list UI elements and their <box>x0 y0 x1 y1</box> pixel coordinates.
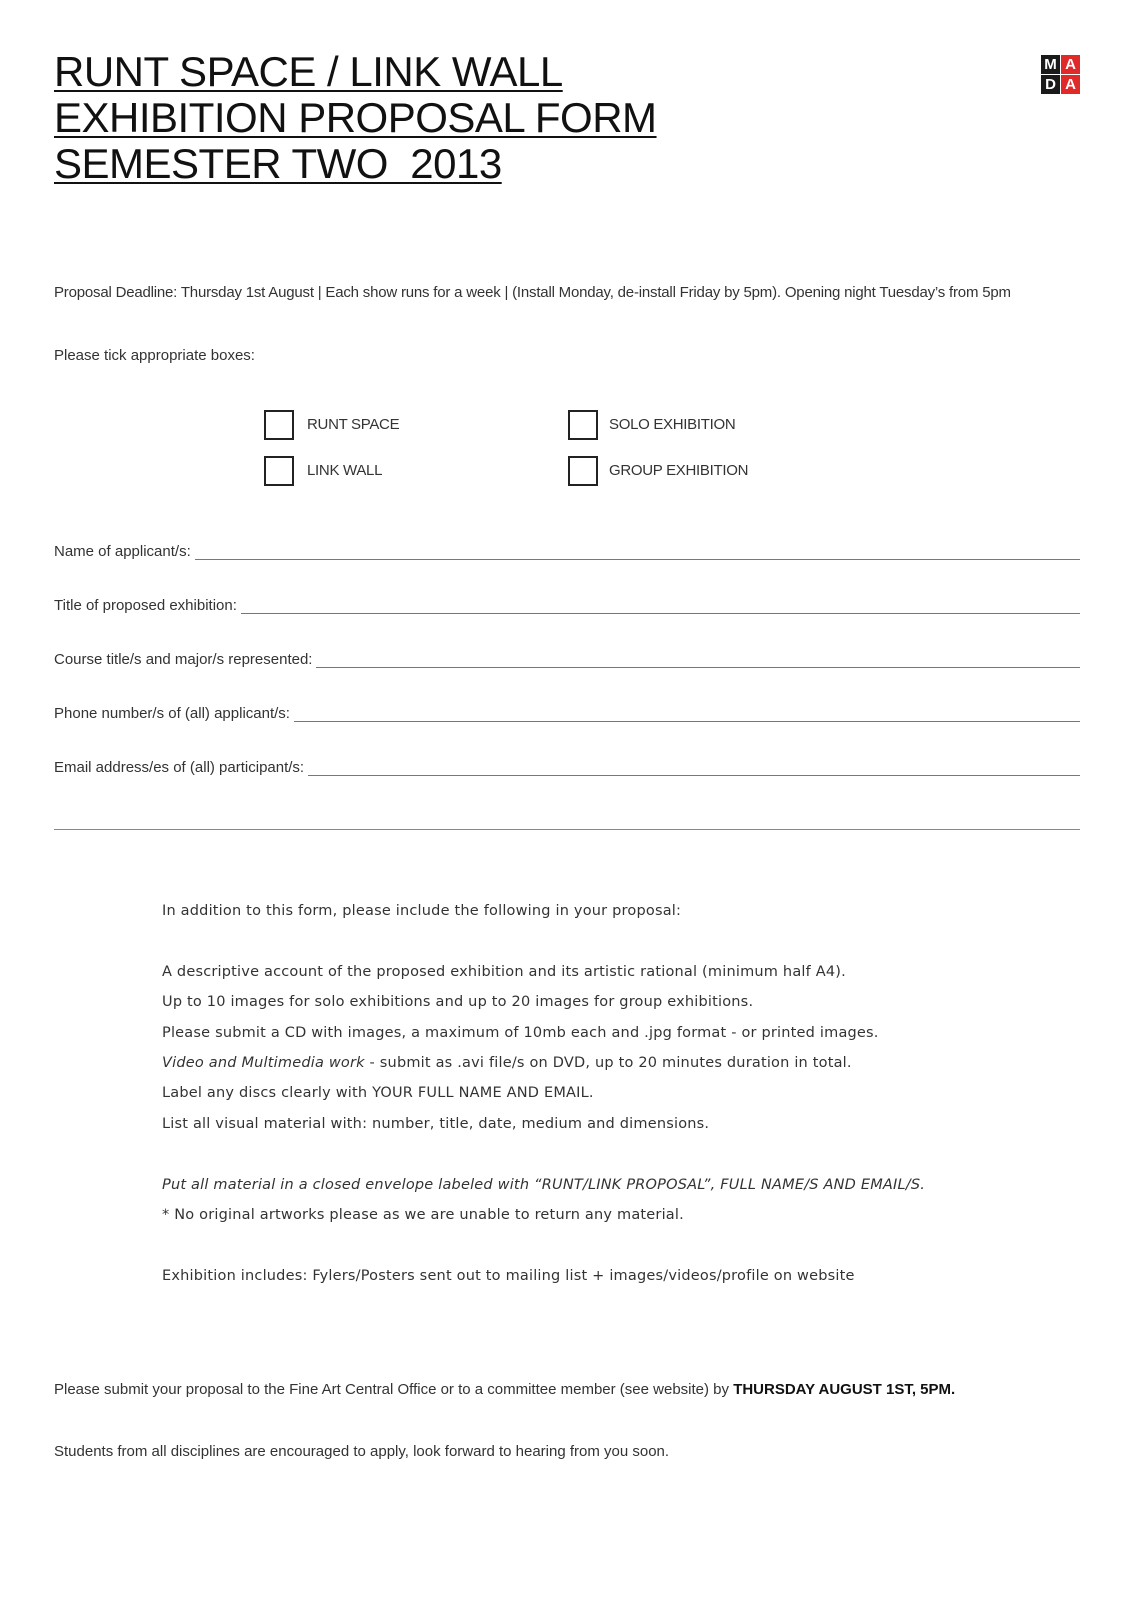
requirement-item-label-discs: Label any discs clearly with YOUR FULL NAME AND EMAIL. <box>162 1085 594 1101</box>
envelope-note: Put all material in a closed envelope labeled with “RUNT/LINK PROPOSAL”, FULL NAME/S AND EMAIL/S. <box>162 1177 926 1193</box>
applicant-name-line[interactable] <box>195 545 1080 560</box>
exhibition-includes-note: Exhibition includes: Fylers/Posters sent out to mailing list + images/videos/profile on website <box>162 1268 855 1284</box>
title-line-1: RUNT SPACE / LINK WALL <box>54 48 563 95</box>
tick-instruction: Please tick appropriate boxes: <box>54 347 255 364</box>
group-exhibition-checkbox[interactable] <box>568 456 598 486</box>
submission-text: Please submit your proposal to the Fine Art Central Office or to a committee member (see website) by <box>54 1381 734 1398</box>
applicant-name-field[interactable] <box>54 543 1080 561</box>
applicant-name-label: Name of applicant/s: <box>54 543 191 560</box>
logo-letter-3: D <box>1041 75 1060 94</box>
phone-numbers-label: Phone number/s of (all) applicant/s: <box>54 705 290 722</box>
submission-deadline: THURSDAY AUGUST 1ST, 5PM. <box>733 1381 956 1398</box>
logo-letter-4: A <box>1061 75 1080 94</box>
requirement-item-1: A descriptive account of the proposed exhibition and its artistic rational (minimum half A4). <box>162 964 846 980</box>
course-titles-label: Course title/s and major/s represented: <box>54 651 313 668</box>
deadline-info: Proposal Deadline: Thursday 1st August | Each show runs for a week | (Install Monday, de-install Friday by 5pm). Opening night Tuesday’s from 5pm <box>54 284 1011 301</box>
submission-instructions <box>54 1381 955 1398</box>
runt-space-checkbox[interactable] <box>264 410 294 440</box>
requirement-item-2: Up to 10 images for solo exhibitions and up to 20 images for group exhibitions. <box>162 994 754 1010</box>
no-originals-note: * No original artworks please as we are unable to return any material. <box>162 1207 684 1223</box>
runt-space-label: RUNT SPACE <box>307 416 400 433</box>
email-addresses-label: Email address/es of (all) participant/s: <box>54 759 305 776</box>
extra-entry-line[interactable] <box>54 829 1080 830</box>
phone-numbers-line[interactable] <box>294 707 1080 722</box>
email-addresses-line[interactable] <box>308 761 1080 776</box>
mada-logo <box>1041 55 1081 94</box>
email-addresses-field[interactable] <box>54 759 1080 777</box>
link-wall-checkbox[interactable] <box>264 456 294 486</box>
phone-numbers-field[interactable] <box>54 705 1080 723</box>
requirement-item-video <box>162 1055 852 1071</box>
video-multimedia-text: - submit as .avi file/s on DVD, up to 20 minutes duration in total. <box>364 1055 852 1071</box>
requirement-item-3: Please submit a CD with images, a maximum of 10mb each and .jpg format - or printed images. <box>162 1025 879 1041</box>
course-titles-line[interactable] <box>316 653 1080 668</box>
requirement-item-list-material: List all visual material with: number, title, date, medium and dimensions. <box>162 1116 710 1132</box>
exhibition-title-line[interactable] <box>241 599 1080 614</box>
exhibition-title-label: Title of proposed exhibition: <box>54 597 237 614</box>
logo-letter-2: A <box>1061 55 1080 74</box>
title-line-2: EXHIBITION PROPOSAL FORM <box>54 94 657 141</box>
requirements-intro: In addition to this form, please include the following in your proposal: <box>162 903 682 919</box>
group-exhibition-label: GROUP EXHIBITION <box>609 462 749 479</box>
video-multimedia-label: Video and Multimedia work <box>162 1055 365 1071</box>
link-wall-label: LINK WALL <box>307 462 383 479</box>
solo-exhibition-label: SOLO EXHIBITION <box>609 416 736 433</box>
logo-letter-1: M <box>1041 55 1060 74</box>
solo-exhibition-checkbox[interactable] <box>568 410 598 440</box>
encouragement-text: Students from all disciplines are encouraged to apply, look forward to hearing from you soon. <box>54 1443 670 1460</box>
title-line-3: SEMESTER TWO 2013 <box>54 140 502 187</box>
exhibition-title-field[interactable] <box>54 597 1080 615</box>
course-titles-field[interactable] <box>54 651 1080 669</box>
page-title <box>54 49 657 187</box>
